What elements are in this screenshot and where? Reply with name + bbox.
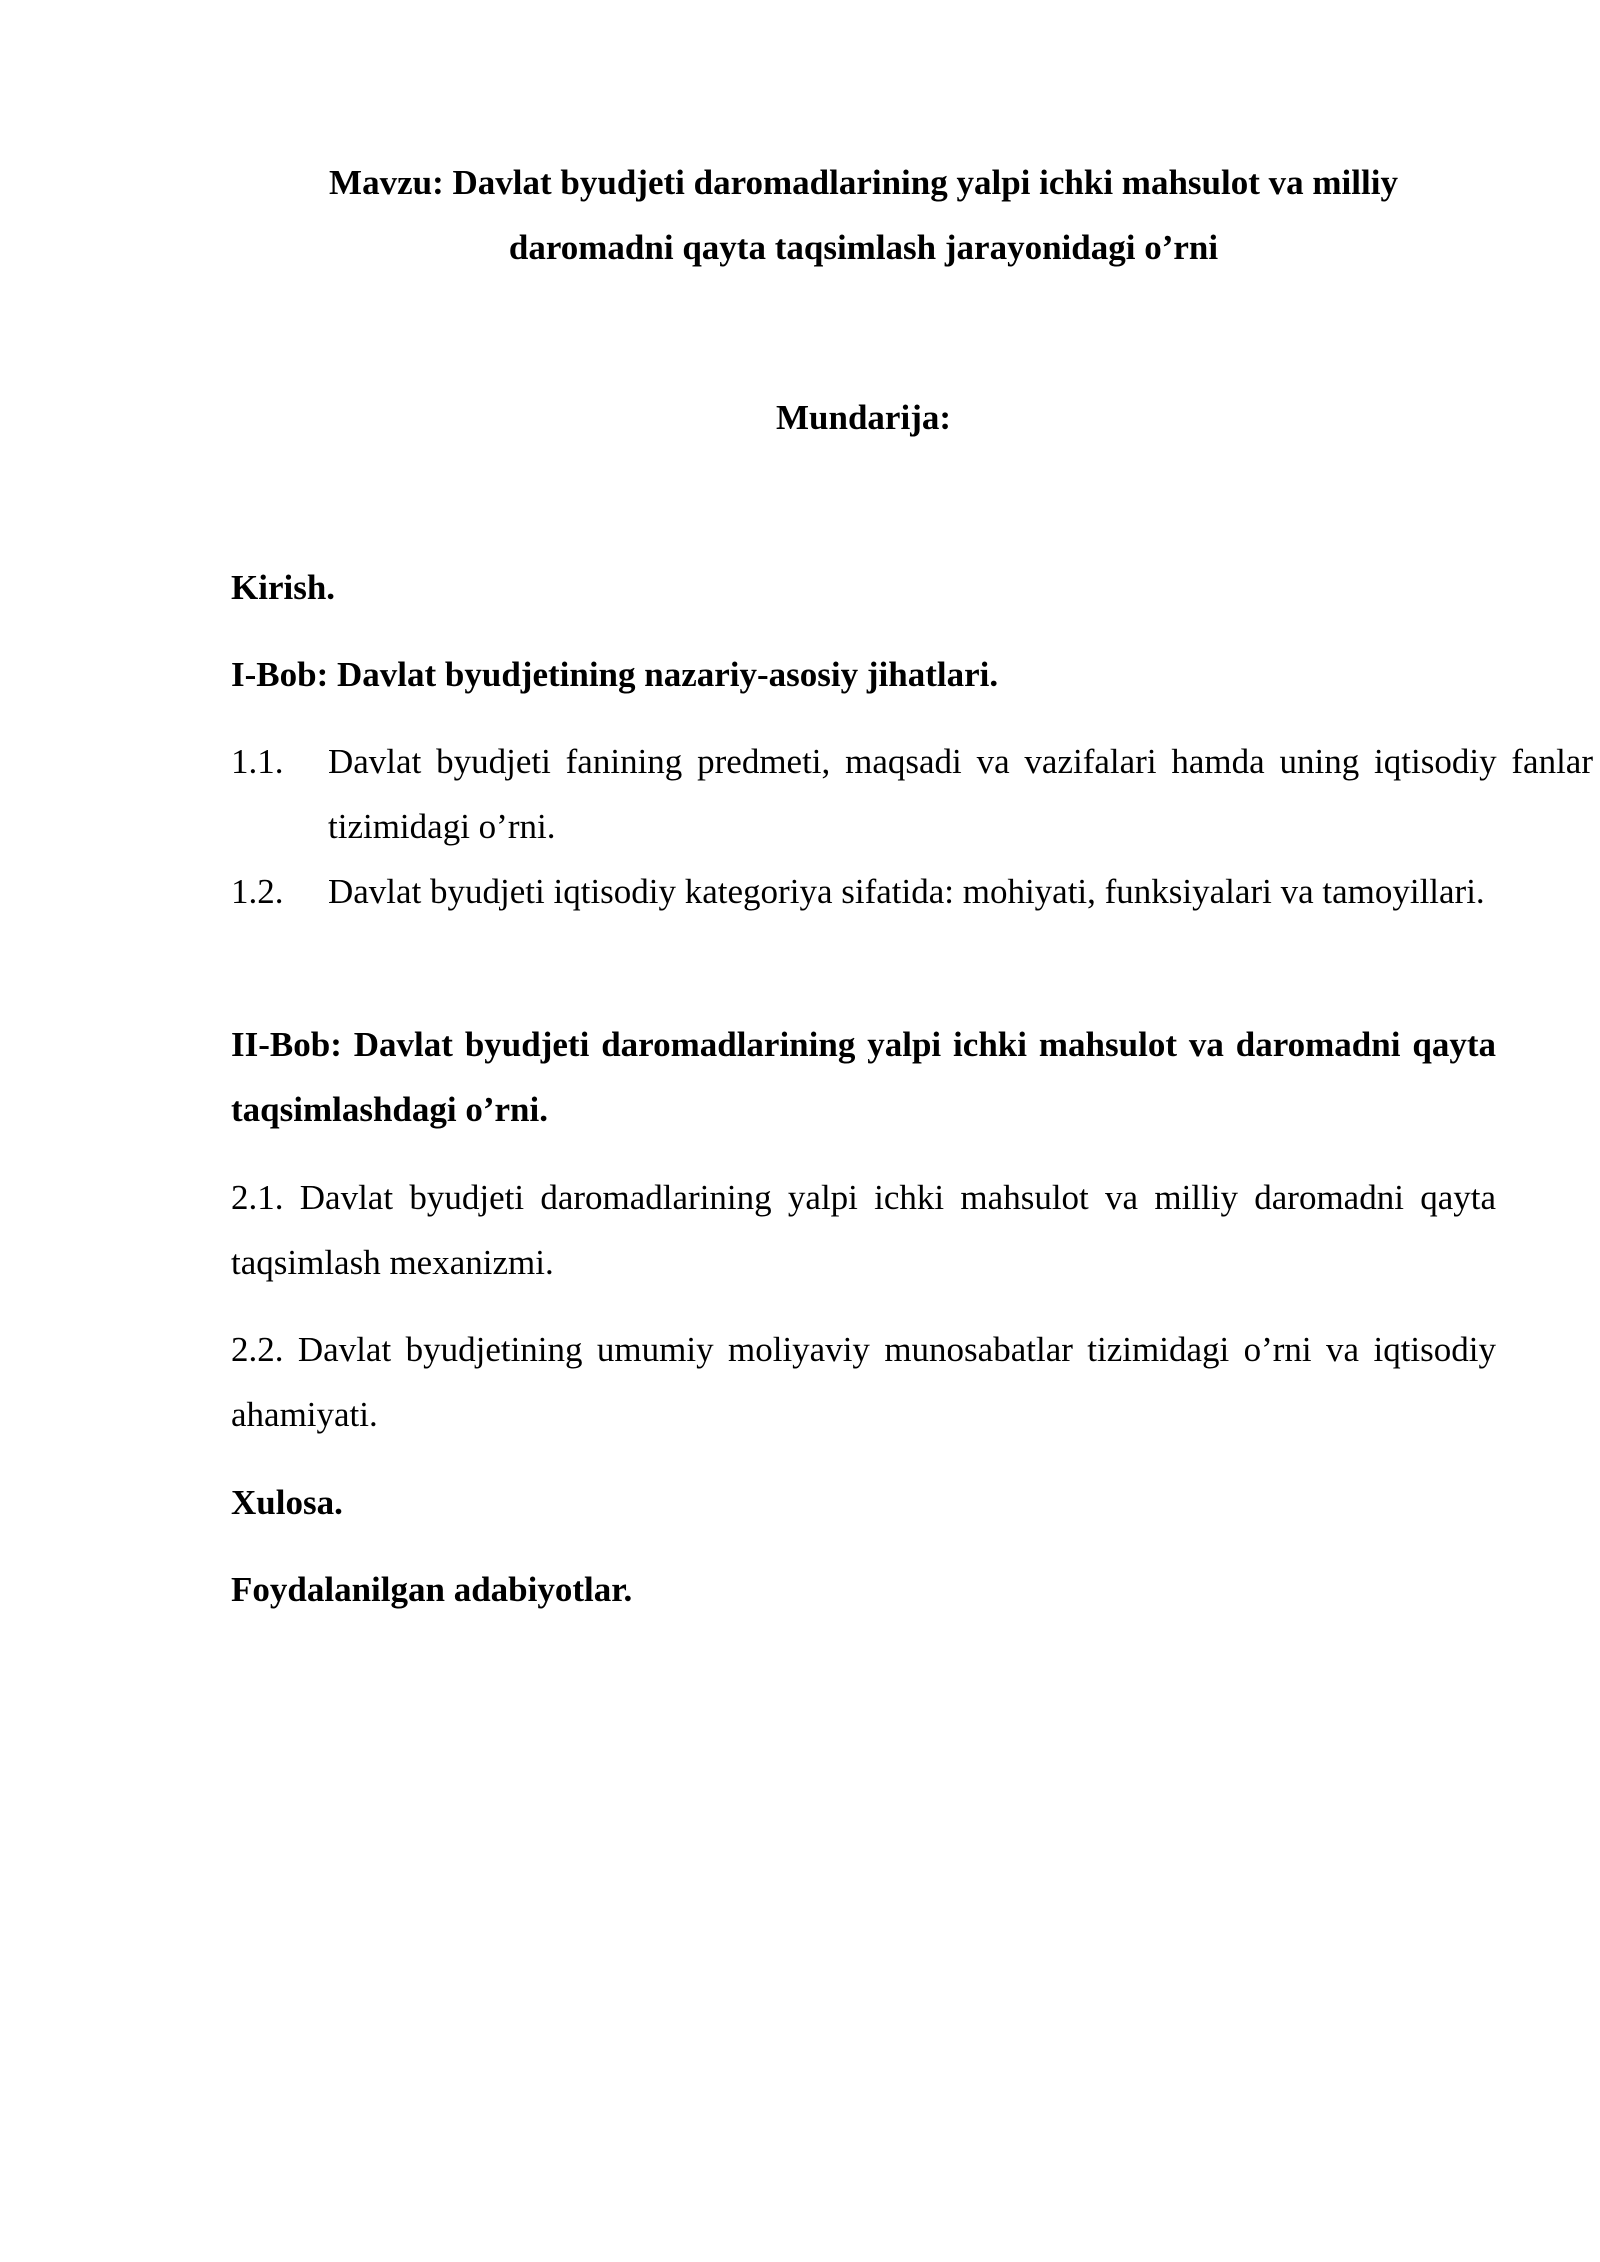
- toc-chapter-1: I-Bob: Davlat byudjetining nazariy-asosiy jihatlari.: [231, 655, 999, 694]
- toc-heading: Mundarija:: [776, 398, 951, 437]
- document-title: [231, 150, 1496, 280]
- toc-section-1-2: [231, 859, 1593, 924]
- section-number: 1.1.: [231, 742, 284, 781]
- title-line-1: Mavzu: Davlat byudjeti daromadlarining yalpi ichki mahsulot va milliy: [329, 163, 1398, 202]
- title-line-2: daromadni qayta taqsimlash jarayonidagi o’rni: [508, 228, 1219, 267]
- toc-section-2-2: 2.2. Davlat byudjetining umumiy moliyaviy munosabatlar tizimidagi o’rni va iqtisodiy ahamiyati.: [231, 1330, 1496, 1434]
- section-number: 1.2.: [231, 872, 284, 911]
- toc-intro: Kirish.: [231, 568, 336, 607]
- toc-chapter-2: II-Bob: Davlat byudjeti daromadlarining yalpi ichki mahsulot va daromadni qayta taqsimlashdagi o’rni.: [231, 1025, 1496, 1129]
- toc-section-1-1: [231, 729, 1593, 859]
- toc-conclusion: Xulosa.: [231, 1483, 343, 1522]
- toc-section-2-1: 2.1. Davlat byudjeti daromadlarining yalpi ichki mahsulot va milliy daromadni qayta taqsimlash mexanizmi.: [231, 1178, 1496, 1282]
- toc-references: Foydalanilgan adabiyotlar.: [231, 1570, 633, 1609]
- section-text: Davlat byudjeti iqtisodiy kategoriya sifatida: mohiyati, funksiyalari va tamoyillari.: [328, 872, 1485, 911]
- section-text: Davlat byudjeti fanining predmeti, maqsadi va vazifalari hamda uning iqtisodiy fanlar tizimidagi o’rni.: [328, 742, 1593, 846]
